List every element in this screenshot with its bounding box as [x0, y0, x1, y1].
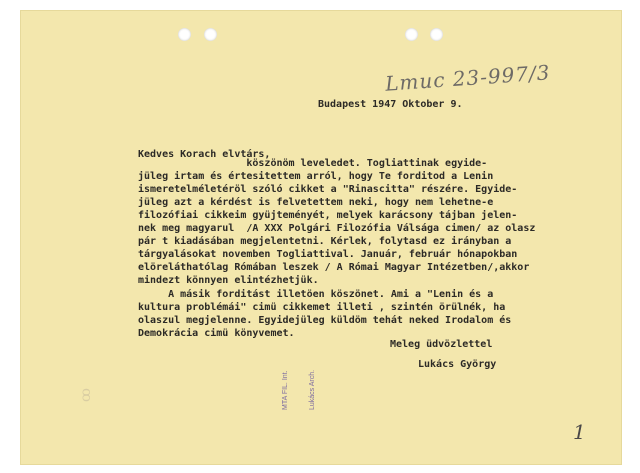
text-line: nek meg magyarul /A XXX Polgári Filozófia Válsága cimen/ az olasz — [138, 223, 536, 234]
bleed-through-mark: ꝏ — [78, 388, 94, 402]
punch-hole — [405, 28, 418, 41]
closing: Meleg üdvözlettel — [390, 339, 493, 350]
stamp-line: MTA FIL. Int. — [282, 370, 289, 410]
text-line: Demokrácia cimü könyvemet. — [138, 328, 295, 339]
place-date: Budapest 1947 Oktober 9. — [318, 99, 463, 110]
text-line: köszönöm leveledet. Togliattinak egyide- — [138, 158, 488, 169]
archive-reference: Lmuc 23-997/3 — [384, 60, 552, 96]
punch-hole — [178, 28, 191, 41]
text-line: olaszul megjelenne. Egyidejüleg küldöm tehát neked Irodalom és — [138, 315, 512, 326]
signature: Lukács György — [418, 359, 497, 370]
stamp-line: Lukács Arch. — [309, 369, 316, 410]
text-line: jüleg irtam és értesitettem arról, hogy Te forditod a Lenin — [138, 171, 494, 182]
archive-stamp — [263, 370, 326, 410]
text-line: pár t kiadásában megjelentetni. Kérlek, folytasd ez irányban a — [138, 236, 512, 247]
text-line: mindezt könnyen elintézhetjük. — [138, 275, 319, 286]
text-line: A másik forditást illetöen köszönet. Ami a "Lenin és a — [138, 289, 494, 300]
text-line: filozófiai cikkeim gyüjteményét, melyek karácsony tájban jelen- — [138, 210, 518, 221]
text-line: kultura problémái" cimü cikkemet illeti , szintén örülnék, ha — [138, 302, 506, 313]
text-line: tárgyalásokat novemben Togliattival. Január, február hónapokban — [138, 249, 518, 260]
page-number: 1 — [573, 420, 586, 444]
text-line: jüleg azt a kérdést is felvetettem neki, hogy nem lehetne-e — [138, 197, 494, 208]
punch-hole — [430, 28, 443, 41]
salutation: Kedves Korach elvtárs, — [138, 149, 271, 160]
text-line: ismeretelméletéröl szóló cikket a "Rinascitta" részére. Egyide- — [138, 184, 518, 195]
text-line: elöreláthatólag Rómában leszek / A Római Magyar Intézetben/,akkor — [138, 262, 530, 273]
punch-hole — [204, 28, 217, 41]
